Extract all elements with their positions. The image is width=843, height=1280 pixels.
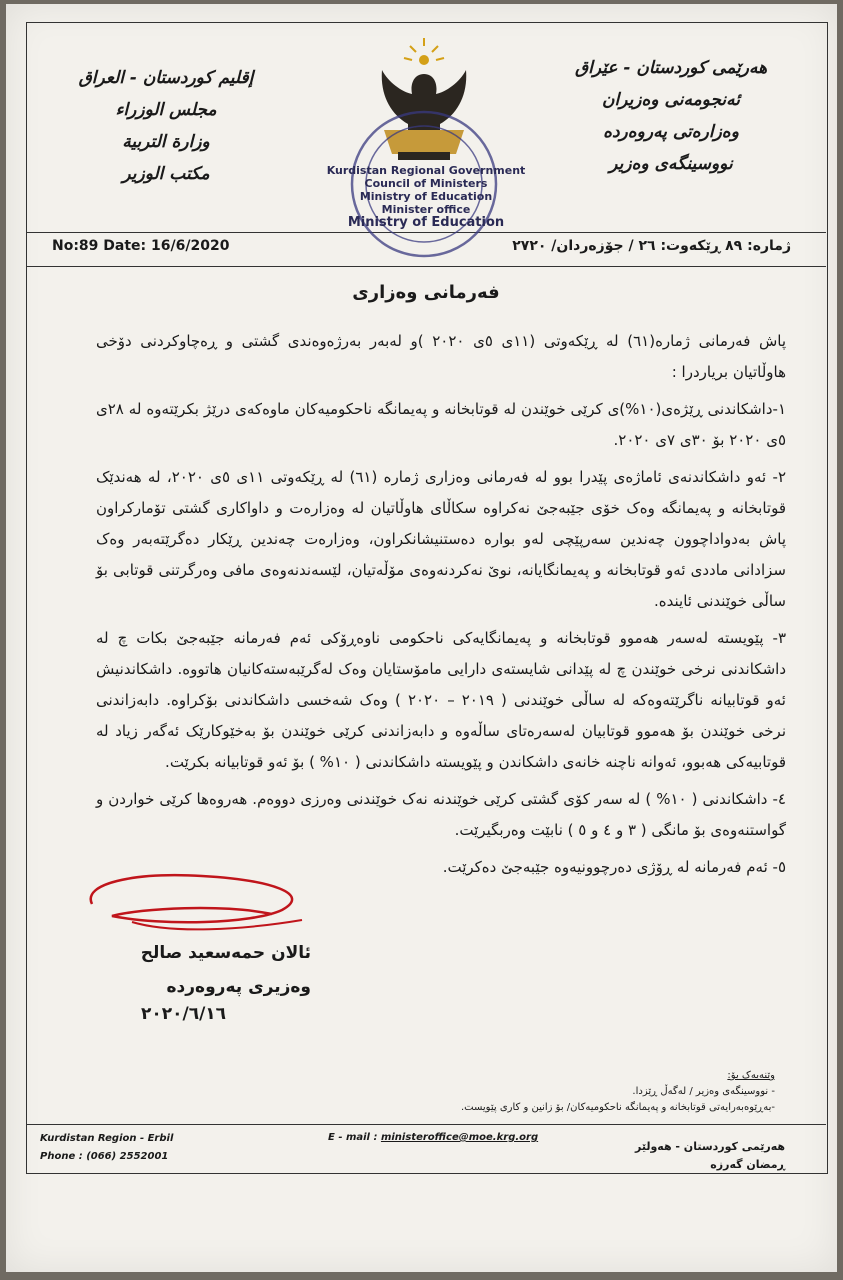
- body-paragraph: ٢- ئەو داشکاندنەی ئاماژەی پێدرا بوو لە فەرمانی وەزاری ژمارە (٦١) لە ڕێکەوتی ١١ی ٥ی ٢٠٢٠، لە هەندێک قوتابخانە و پەیمانگە وەک خۆی جێبەجێ نەکراوە سکاڵای هاوڵاتیان لە وەزارەت و داواکاری گشتی تۆمارکراون پاش بەدواداچوون چەندین سەرپێچی لەو بوارە دەستنیشانکراون، وەزارەت چەندین ڕێکار دەگرێتەبەر وەک سزادانی ماددی ئەو قوتابخانە و پەیمانگایانە، نوێ نەکردنەوەی مۆڵەتیان، لێسەندنەوەی مافی وەرگرتنی قوتابی بۆ ساڵی خوێندنی ئایندە.: [96, 468, 786, 610]
- arabic-header-line: إقليم كوردستان - العراق: [78, 68, 254, 88]
- email-label: E - mail :: [328, 1132, 378, 1143]
- signer-block: [111, 936, 311, 1004]
- cc-item: -بەڕێوەبەرایەتی قوتابخانە و پەیمانگە ناحکومیەکان/ بۆ زانین و کاری پێویست.: [460, 1102, 775, 1113]
- reference-divider: [26, 266, 826, 267]
- kurdish-header: [541, 52, 801, 180]
- signer-name: ئالان حمەسعید صالح: [140, 943, 311, 963]
- stamp-line: Council of Ministers: [364, 177, 488, 190]
- footer-kurdish-street: ڕمضان گەرزە: [710, 1158, 785, 1171]
- footer-phone: [40, 1148, 173, 1166]
- document-title: فەرمانی وەزاری: [352, 282, 500, 303]
- cc-list: [461, 1068, 775, 1116]
- cc-item: - نووسینگەی وەزیر / لەگەڵ ڕێزدا.: [632, 1086, 775, 1097]
- stamp-line: Kurdistan Regional Government: [326, 164, 526, 177]
- cc-heading: وێنەیەک بۆ:: [727, 1070, 775, 1081]
- signature-date: ٢٠٢٠/٦/١٦: [141, 1004, 227, 1024]
- footer-email: [328, 1132, 538, 1143]
- stamp-line: Ministry of Education: [359, 190, 493, 203]
- footer-location: Kurdistan Region - Erbil: [40, 1133, 174, 1144]
- stamp-line: Minister office: [381, 203, 471, 216]
- body-paragraph: ٥- ئەم فەرمانە لە ڕۆژی دەرچوونیەوە جێبەجێ دەکرێت.: [442, 858, 786, 876]
- arabic-header-line: وزارة التربية: [122, 132, 210, 152]
- reference-number-date-kurdish: ژمارە: ٨٩ ڕێکەوت: ٢٦ / جۆزەردان/ ٢٧٢٠: [512, 238, 791, 254]
- phone-label: Phone :: [40, 1151, 83, 1162]
- document-page: [6, 4, 837, 1272]
- body-paragraph: ١-داشکاندنی ڕێژەی(١٠%)ی کرێی خوێندن لە قوتابخانە و پەیمانگە ناحکومیەکان ماوەکەی درێژ بکرێتەوە لە ٢٨ی ٥ی ٢٠٢٠ بۆ ٣٠ی ٧ی ٢٠٢٠.: [96, 400, 787, 449]
- kurdish-header-line: ئەنجومەنی وەزیران: [601, 90, 741, 110]
- arabic-header-line: مكتب الوزير: [122, 164, 210, 184]
- footer-divider: [26, 1124, 826, 1125]
- body-paragraph: پاش فەرمانی ژمارە(٦١) لە ڕێکەوتی (١١ی ٥ی ٢٠٢٠ )و لەبەر بەرژەوەندی گشتی و ڕەچاوکردنی دۆخی هاوڵاتیان بریاردرا :: [96, 332, 787, 381]
- handwritten-signature-icon: [72, 864, 322, 944]
- reference-number-date: No:89 Date: 16/6/2020: [52, 238, 230, 254]
- phone-number: (066) 2552001: [86, 1151, 169, 1162]
- body-paragraph: ٣- پێویستە لەسەر هەموو قوتابخانە و پەیمانگایەکی ناحکومی ناوەڕۆکی ئەم فەرمانە جێبەجێ بکات چ لە داشکاندنی نرخی خوێندن چ لە پێدانی شایستەی دارایی مامۆستایان وەک لەگرێبەستەکانیان هاتووە. داشکاندنیش ئەو قوتابیانە ناگرێتەوەکە لە ساڵی خوێندنی ( ٢٠١٩ – ٢٠٢٠ ) وەک شەخسی داشکاندنی بۆکراوە. دابەزاندنی نرخی خوێندن بۆ هەموو قوتابیان لەسەرەتای ساڵەوە و دابەزاندنی کرێی خوێندن بۆ بەخێوکارێک ئەگەر زیاد لە قوتابیەکی هەبوو، ئەوانە ناچنە خانەی داشکاندن و پێویستە داشکاندنی ( ١٠% ) بۆ ئەو قوتابیانە بکرێت.: [96, 629, 786, 771]
- arabic-header: [46, 62, 286, 190]
- arabic-header-line: مجلس الوزراء: [115, 100, 217, 120]
- footer-kurdish-address: [635, 1138, 785, 1174]
- kurdish-header-line: وەزارەتی پەروەردە: [603, 122, 739, 142]
- stamp-line: Ministry of Education: [347, 215, 505, 230]
- footer-kurdish-location: هەرێمی کوردستان - هەولێر: [634, 1140, 785, 1153]
- kurdish-header-line: نووسینگەی وەزیر: [609, 154, 733, 174]
- document-body: [96, 326, 786, 889]
- email-link[interactable]: ministeroffice@moe.krg.org: [380, 1132, 539, 1143]
- footer-address: [40, 1130, 173, 1166]
- body-paragraph: ٤- داشکاندنی ( ١٠% ) لە سەر کۆی گشتی کرێی خوێندنە نەک خوێندنی وەرزی دووەم. هەروەها کرێی خواردن و گواستنەوەی بۆ مانگی ( ٣ و ٤ و ٥ ) نابێت وەربگیرێت.: [96, 790, 786, 839]
- kurdish-header-line: هەرێمی کوردستان - عێراق: [574, 58, 768, 78]
- ministry-stamp: [306, 164, 546, 229]
- signer-role: وەزیری پەروەردە: [166, 977, 311, 997]
